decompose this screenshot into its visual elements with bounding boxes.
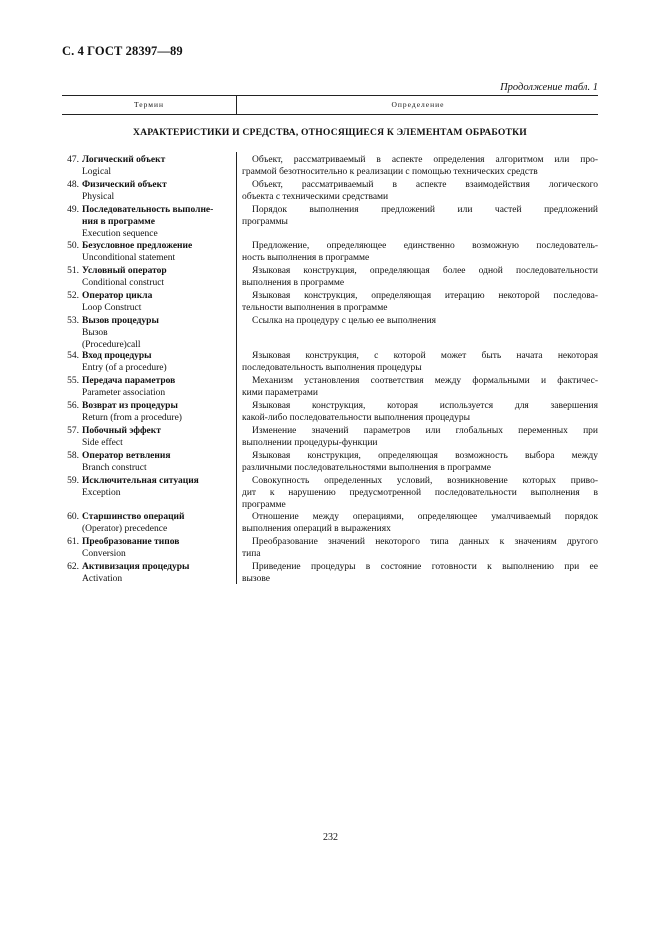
definition-cell: [242, 512, 598, 536]
definition-line: программы: [242, 216, 288, 227]
term-russian: Безусловное предложение: [82, 241, 193, 251]
definition-line: Отношение между операциями, определяющее умалчиваемый порядок: [252, 512, 598, 522]
definition-line: вызове: [242, 573, 270, 584]
term-russian: Вход процедуры: [82, 351, 152, 361]
definition-line: Языковая конструкция, определяющая более одной последовательности: [252, 266, 598, 276]
term-cell: [82, 376, 234, 400]
term-english: Loop Construct: [82, 302, 142, 313]
term-russian: Активизация процедуры: [82, 562, 190, 572]
term-english: (Operator) precedence: [82, 523, 168, 534]
definition-line: тельности выполнения в программе: [242, 302, 388, 313]
term-cell: [82, 562, 234, 586]
term-russian: Исключительная ситуация: [82, 476, 199, 486]
definition-line: типа: [242, 548, 261, 559]
definition-line: кими параметрами: [242, 387, 318, 398]
term-cell: [82, 476, 234, 500]
term-number: 62.: [67, 562, 79, 572]
term-number: 50.: [67, 241, 79, 251]
column-header-definition: Определение: [236, 96, 599, 114]
term-number: 52.: [67, 291, 79, 301]
term-number: 56.: [67, 401, 79, 411]
definition-cell: [242, 291, 598, 315]
term-cell: [82, 426, 234, 450]
definition-cell: [242, 241, 598, 265]
term-russian: Логический объект: [82, 155, 166, 165]
definition-line: Языковая конструкция, определяющая возможность выбора между: [252, 451, 598, 461]
definition-line: Языковая конструкция, с которой может быть начата некоторая: [252, 351, 598, 361]
term-russian: Передача параметров: [82, 376, 176, 386]
term-russian: Побочный эффект: [82, 426, 161, 436]
definition-line: Ссылка на процедуру с целью ее выполнения: [252, 316, 437, 326]
term-number: 59.: [67, 476, 79, 486]
term-cell: [82, 316, 234, 351]
definition-line: различными последовательностями выполнения в программе: [242, 462, 491, 473]
term-english: Execution sequence: [82, 228, 158, 239]
definition-line: Механизм установления соответствия между формальными и фактичес-: [252, 376, 598, 386]
definition-line: выполнении процедуры-функции: [242, 437, 378, 448]
term-english: Exception: [82, 487, 121, 498]
term-english: Conditional construct: [82, 277, 165, 288]
term-number: 61.: [67, 537, 79, 547]
term-number: 57.: [67, 426, 79, 436]
term-english: Parameter association: [82, 387, 166, 398]
term-cell: [82, 537, 234, 561]
table-continuation-note: Продолжение табл. 1: [500, 82, 598, 93]
definition-cell: [242, 155, 598, 179]
term-russian: Старшинство операций: [82, 512, 185, 522]
term-english: Unconditional statement: [82, 252, 176, 263]
term-english: Activation: [82, 573, 123, 584]
term-number: 55.: [67, 376, 79, 386]
definition-line: объекта с техническими средствами: [242, 191, 389, 202]
term-russian: Последовательность выполне-: [82, 205, 214, 215]
page-number: 232: [323, 832, 338, 843]
definition-cell: [242, 562, 598, 586]
term-cell: [82, 451, 234, 475]
term-cell: [82, 241, 234, 265]
term-cell: [82, 291, 234, 315]
term-number: 48.: [67, 180, 79, 190]
term-english: Entry (of a procedure): [82, 362, 167, 373]
term-number: 58.: [67, 451, 79, 461]
definition-cell: [242, 180, 598, 204]
definition-line: Преобразование значений некоторого типа данных к значениям другого: [252, 537, 598, 547]
term-number: 54.: [67, 351, 79, 361]
term-cell: [82, 155, 234, 179]
term-english: Physical: [82, 191, 115, 202]
definition-cell: [242, 451, 598, 475]
definition-cell: [242, 205, 598, 229]
term-english: Вызов: [82, 327, 108, 338]
definition-line: Языковая конструкция, определяющая итерацию некоторой последова-: [252, 291, 598, 301]
page-header: С. 4 ГОСТ 28397—89: [62, 44, 183, 58]
term-russian: Оператор цикла: [82, 291, 153, 301]
term-russian: Возврат из процедуры: [82, 401, 178, 411]
definition-cell: [242, 476, 598, 511]
term-english: Logical: [82, 166, 112, 177]
definition-line: Порядок выполнения предложений или частей предложений: [252, 205, 598, 215]
definition-line: Объект, рассматриваемый в аспекте взаимодействия логического: [252, 180, 598, 190]
term-number: 51.: [67, 266, 79, 276]
term-english: Conversion: [82, 548, 126, 559]
term-cell: [82, 351, 234, 375]
term-number: 53.: [67, 316, 79, 326]
term-english: (Procedure)call: [82, 339, 141, 350]
term-russian: Физический объект: [82, 180, 167, 190]
definition-line: Приведение процедуры в состояние готовности к выполнению при ее: [252, 562, 598, 572]
term-russian: ния в программе: [82, 216, 155, 227]
definition-cell: [242, 426, 598, 450]
definition-cell: [242, 537, 598, 561]
term-russian: Оператор ветвления: [82, 451, 171, 461]
term-russian: Преобразование типов: [82, 537, 180, 547]
term-cell: [82, 266, 234, 290]
definition-cell: [242, 351, 598, 375]
definition-line: Изменение значений параметров или глобальных переменных при: [252, 426, 598, 436]
term-cell: [82, 401, 234, 425]
term-number: 49.: [67, 205, 79, 215]
term-russian: Вызов процедуры: [82, 316, 159, 326]
definition-line: дит к нарушению предусмотренной последовательности выполнения в: [242, 487, 598, 498]
term-english: Side effect: [82, 437, 123, 448]
definition-line: выполнения операций в выражениях: [242, 523, 391, 534]
definition-cell: [242, 376, 598, 400]
definition-cell: [242, 266, 598, 290]
definition-line: выполнения в программе: [242, 277, 345, 288]
term-english: Return (from a procedure): [82, 412, 182, 423]
term-number: 60.: [67, 512, 79, 522]
definition-line: программе: [242, 499, 286, 510]
section-title: ХАРАКТЕРИСТИКИ И СРЕДСТВА, ОТНОСЯЩИЕСЯ К ЭЛЕМЕНТАМ ОБРАБОТКИ: [133, 127, 527, 138]
definition-line: Языковая конструкция, которая используется для завершения: [252, 401, 598, 411]
definition-line: Объект, рассматриваемый в аспекте определения алгоритмом или про-: [252, 155, 598, 165]
definition-cell: [242, 401, 598, 425]
column-header-term: Термин: [133, 100, 165, 109]
term-russian: Условный оператор: [82, 266, 167, 276]
definition-line: Предложение, определяющее единственно возможную последователь-: [252, 241, 598, 251]
definition-cell: [242, 316, 598, 328]
term-cell: [82, 512, 234, 536]
term-cell: [82, 180, 234, 204]
term-cell: [82, 205, 234, 240]
definition-line: последовательность выполнения процедуры: [242, 362, 422, 373]
definition-line: граммой безотносительно к реализации с помощью технических средств: [242, 166, 538, 177]
term-number: 47.: [67, 155, 79, 165]
definition-line: ность выполнения в программе: [242, 252, 370, 263]
definition-line: Совокупность определенных условий, возникновение которых приво-: [252, 476, 598, 486]
definition-line: какой-либо последовательности выполнения процедуры: [242, 412, 470, 423]
term-english: Branch construct: [82, 462, 147, 473]
